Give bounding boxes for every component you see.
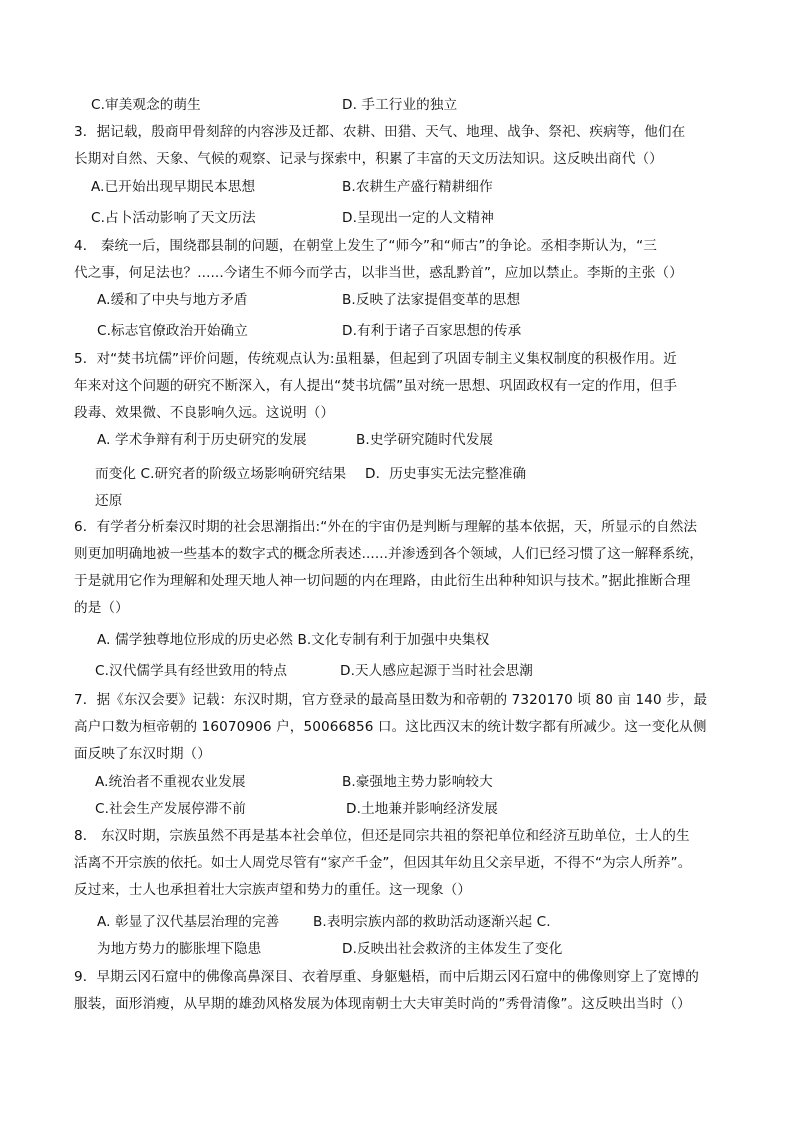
option-a-line: A.已开始出现早期民本思想	[91, 179, 256, 195]
question-3-text: 长期对自然、天象、气候的观察、记录与探索中，积累了丰富的天文历法知识。这反映出商代（）	[74, 151, 663, 167]
question-6-text: 的是（）	[74, 600, 129, 616]
option-b-line: B.表明宗族内部的救助活动逐渐兴起 C.	[313, 914, 551, 930]
option-c-line: C.占卜活动影响了天文历法	[91, 210, 256, 226]
question-8-text: 8． 东汉时期，宗族虽然不再是基本社会单位，但还是同宗共祖的祭祀单位和经济互助单位，士人的生	[74, 828, 690, 844]
option-a-line: A. 彰显了汉代基层治理的完善	[97, 914, 280, 930]
option-a-line: A.缓和了中央与地方矛盾	[97, 292, 248, 308]
question-6-text: 6．有学者分析秦汉时期的社会思潮指出:“外在的宇宙仍是判断与理解的基本依据，天，所显示的自然法	[74, 519, 698, 535]
option-a-line: A. 学术争辩有利于历史研究的发展	[97, 432, 307, 448]
question-7-text: 面反映了东汉时期（）	[74, 746, 211, 762]
question-4-text: 代之事，何足法也？......今诸生不师今而学古，以非当世，惑乱黔首”，应加以禁止。李斯的主张（）	[74, 265, 683, 281]
option-ab-line: A. 儒学独尊地位形成的历史必然 B.文化专制有利于加强中央集权	[97, 632, 490, 648]
option-d-line: D.天人感应起源于当时社会思潮	[340, 663, 534, 679]
question-6-text: 于是就用它作为理解和处理天地人神一切问题的内在理路，由此衍生出种种知识与技术。”据此推断合理	[74, 573, 691, 589]
option-d-line: D. 手工行业的独立	[342, 97, 458, 113]
option-b-line: B.农耕生产盛行精耕细作	[342, 179, 493, 195]
question-5-text: 段毒、效果微、不良影响久远。这说明（）	[74, 405, 335, 421]
option-c-line: C.汉代儒学具有经世致用的特点	[95, 663, 288, 679]
question-9-text: 9．早期云冈石窟中的佛像高鼻深目、衣着厚重、身躯魁梧，而中后期云冈石窟中的佛像则穿上了宽博的	[74, 969, 699, 985]
question-8-text: 活离不开宗族的依托。如士人周党尽管有“家产千金”，但因其年幼且父亲早逝，不得不“为宗人所养”。	[74, 855, 692, 871]
option-c-line: C.审美观念的萌生	[91, 97, 201, 113]
question-5-text: 年来对这个问题的研究不断深入，有人提出“焚书坑儒”虽对统一思想、巩固政权有一定的作用，但手	[74, 378, 678, 394]
option-c-line: 而变化 C.研究者的阶级立场影响研究结果	[95, 466, 347, 482]
option-c-line: C.标志官僚政治开始确立	[97, 323, 248, 339]
question-7-text: 高户口数为桓帝朝的 16070906 户，50066856 口。这比西汉末的统计数字都有所减少。这一变化从侧	[74, 719, 707, 735]
option-c-line: 为地方势力的膨胀埋下隐患	[97, 941, 262, 957]
question-8-text: 反过来，士人也承担着壮大宗族声望和势力的重任。这一现象（）	[74, 882, 472, 898]
question-7-text: 7．据《东汉会要》记载：东汉时期，官方登录的最高垦田数为和帝朝的 7320170 顷 80 亩 140 步，最	[74, 692, 708, 708]
option-a-line: A.统治者不重视农业发展	[95, 774, 246, 790]
option-d-line: D.呈现出一定的人文精神	[342, 210, 494, 226]
option-d-line: D.反映出社会救济的主体发生了变化	[342, 941, 563, 957]
question-9-text: 服装，面形消瘦，从早期的雄劲风格发展为体现南朝士大夫审美时尚的”秀骨清像”。这反映出当时（）	[74, 996, 691, 1012]
option-b-line: B.史学研究随时代发展	[356, 432, 494, 448]
question-5-text: 5．对“焚书坑儒”评价问题，传统观点认为:虽粗暴，但起到了巩固专制主义集权制度的积极作用。近	[74, 351, 677, 367]
question-3-text: 3．据记载，殷商甲骨刻辞的内容涉及迁都、农耕、田猎、天气、地理、战争、祭祀、疾病等，他们在	[74, 124, 686, 140]
question-4-text: 4． 秦统一后，围绕郡县制的问题，在朝堂上发生了“师今”和“师古”的争论。丞相李斯认为，“三	[74, 238, 657, 254]
question-6-text: 则更加明确地被一些基本的数字式的概念所表述......并渗透到各个领域，人们已经习惯了这一解释系统，	[74, 546, 704, 562]
option-b-line: B.反映了法家提倡变革的思想	[342, 292, 521, 308]
option-d-line: D．历史事实无法完整准确	[365, 466, 527, 482]
option-c-line: C.社会生产发展停滞不前	[95, 801, 246, 817]
option-d-line: 还原	[95, 493, 123, 509]
option-d-line: D.土地兼并影响经济发展	[346, 801, 498, 817]
option-d-line: D.有利于诸子百家思想的传承	[342, 323, 522, 339]
option-b-line: B.豪强地主势力影响较大	[342, 774, 493, 790]
